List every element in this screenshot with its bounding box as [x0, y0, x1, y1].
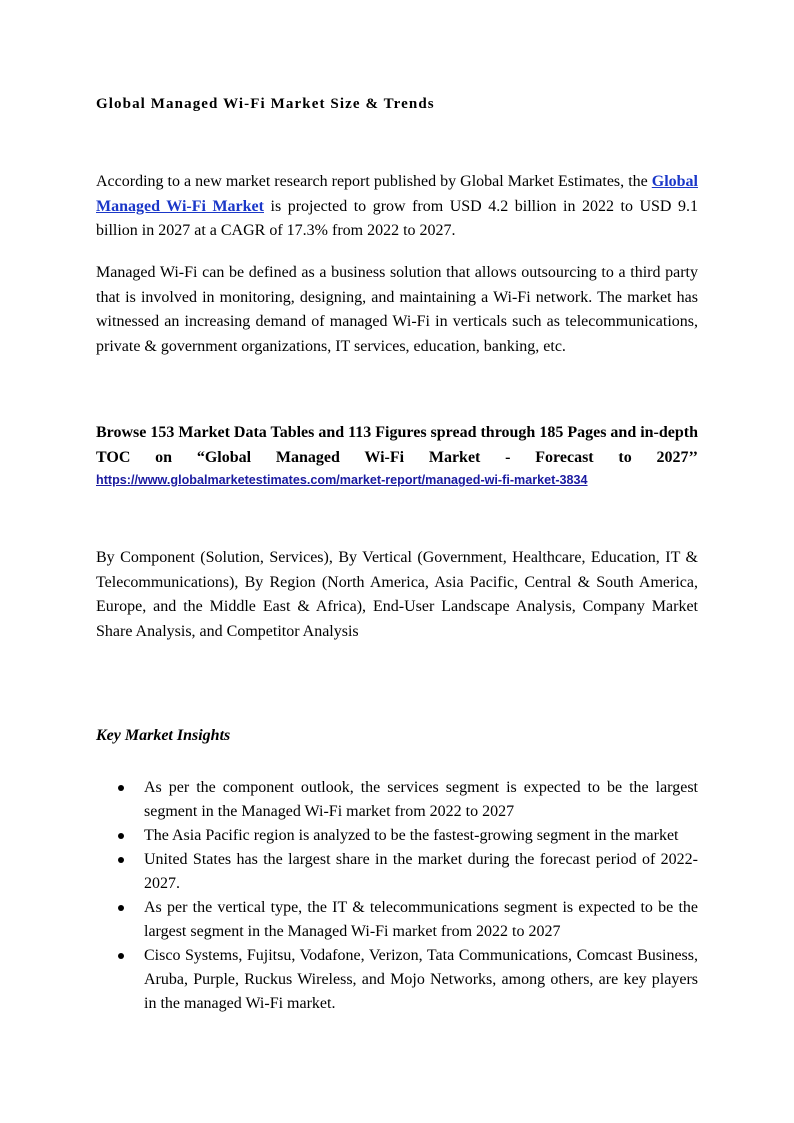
report-url-line — [96, 471, 588, 489]
bullet-icon — [118, 857, 124, 863]
browse-paragraph: Browse 153 Market Data Tables and 113 Figures spread through 185 Pages and in-depth TOC on “Global Managed Wi-Fi Market - Forecast to 2027’’ — [96, 424, 699, 466]
list-item-text: United States has the largest share in the market during the forecast period of 2022-2027. — [144, 851, 698, 892]
bullet-icon — [118, 905, 124, 911]
list-item-text: The Asia Pacific region is analyzed to be the fastest-growing segment in the market — [144, 827, 679, 844]
key-insights-list — [96, 776, 698, 1016]
bullet-icon — [118, 953, 124, 959]
bullet-icon — [118, 833, 124, 839]
definition-paragraph: Managed Wi-Fi can be defined as a business solution that allows outsourcing to a third party that is involved in monitoring, designing, and maintaining a Wi-Fi network. The market has witnessed an increasing demand of managed Wi-Fi in verticals such as telecommunications, private & government organizations, IT services, education, banking, etc. — [96, 264, 698, 355]
intro-text-before-link: According to a new market research report published by Global Market Estimates, the — [96, 173, 652, 190]
list-item-text: As per the component outlook, the services segment is expected to be the largest segment in the Managed Wi-Fi market from 2022 to 2027 — [144, 779, 698, 820]
list-item-text: As per the vertical type, the IT & telecommunications segment is expected to be the largest segment in the Managed Wi-Fi market from 2022 to 2027 — [144, 899, 698, 940]
list-item — [96, 848, 698, 896]
intro-paragraph — [96, 170, 698, 244]
list-item — [96, 824, 698, 848]
list-item — [96, 944, 698, 1016]
list-item — [96, 896, 698, 944]
intro-text-after-link: is projected to grow from USD 4.2 billion in 2022 to USD 9.1 billion in 2027 at a CAGR of 17.3% from 2022 to 2027. — [96, 197, 698, 239]
list-item — [96, 776, 698, 824]
list-item-text: Cisco Systems, Fujitsu, Vodafone, Verizon, Tata Communications, Comcast Business, Aruba, Purple, Ruckus Wireless, and Mojo Networks, among others, are key players in the managed Wi-Fi market. — [144, 947, 698, 1012]
bullet-icon — [118, 785, 124, 791]
market-report-link[interactable]: Global Managed Wi-Fi Market — [96, 173, 698, 215]
page-title: Global Managed Wi-Fi Market Size & Trends — [96, 96, 435, 112]
report-url-link[interactable]: https://www.globalmarketestimates.com/market-report/managed-wi-fi-market-3834 — [96, 473, 588, 487]
segmentation-paragraph: By Component (Solution, Services), By Vertical (Government, Healthcare, Education, IT & Telecommunications), By Region (North America, Asia Pacific, Central & South America, Europe, and the Middle East & Africa), End-User Landscape Analysis, Company Market Share Analysis, and Competitor Analysis — [96, 549, 698, 640]
key-insights-heading: Key Market Insights — [96, 727, 231, 744]
